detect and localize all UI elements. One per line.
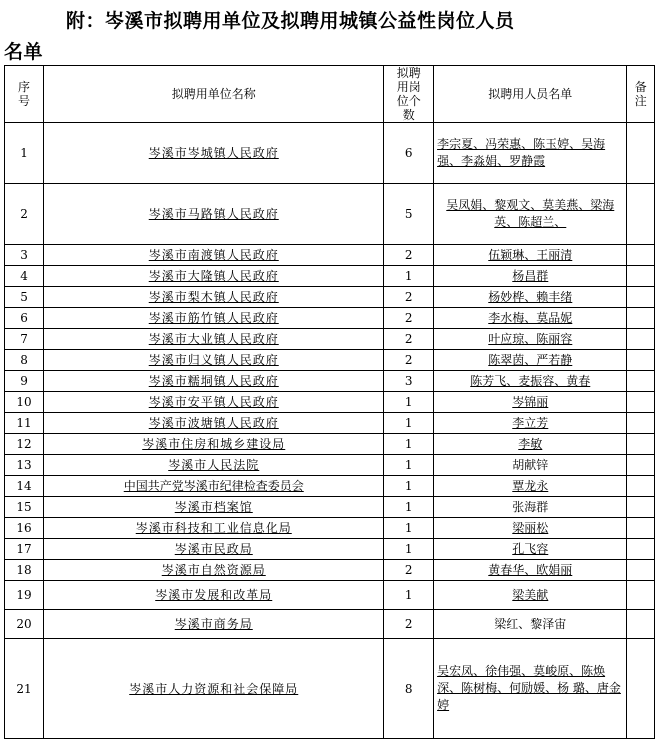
row-no: 11: [5, 413, 44, 434]
row-names: 梁红、黎泽宙: [434, 610, 627, 639]
header-no: 序号: [5, 66, 44, 123]
table-row: [5, 581, 655, 610]
row-count: 1: [384, 581, 434, 610]
table-row: [5, 123, 655, 184]
table-row: [5, 539, 655, 560]
row-names: 吴凤娟、黎观文、莫美燕、梁海英、陈超兰、: [434, 184, 627, 245]
row-unit: 岑溪市档案馆: [44, 497, 384, 518]
row-note: [627, 266, 655, 287]
row-note: [627, 434, 655, 455]
table-row: [5, 329, 655, 350]
row-names: 李敏: [434, 434, 627, 455]
row-unit: 岑溪市自然资源局: [44, 560, 384, 581]
row-count: 1: [384, 476, 434, 497]
row-unit: 岑溪市商务局: [44, 610, 384, 639]
row-count: 1: [384, 518, 434, 539]
row-unit: 岑溪市岑城镇人民政府: [44, 123, 384, 184]
row-count: 2: [384, 560, 434, 581]
row-no: 10: [5, 392, 44, 413]
row-unit: 岑溪市科技和工业信息化局: [44, 518, 384, 539]
row-unit: 中国共产党岑溪市纪律检查委员会: [44, 476, 384, 497]
row-names: 杨妙桦、赖丰绪: [434, 287, 627, 308]
row-unit: 岑溪市人民法院: [44, 455, 384, 476]
row-note: [627, 610, 655, 639]
row-no: 14: [5, 476, 44, 497]
row-count: 5: [384, 184, 434, 245]
header-count: 拟聘用岗位个数: [384, 66, 434, 123]
row-no: 12: [5, 434, 44, 455]
row-count: 2: [384, 610, 434, 639]
title-line-1: 附：岑溪市拟聘用单位及拟聘用城镇公益性岗位人员: [66, 10, 515, 32]
header-note: 备注: [627, 66, 655, 123]
row-names: 胡献锌: [434, 455, 627, 476]
table-row: [5, 350, 655, 371]
row-note: [627, 497, 655, 518]
row-note: [627, 308, 655, 329]
row-note: [627, 581, 655, 610]
row-unit: 岑溪市民政局: [44, 539, 384, 560]
title-line-2: 名单: [4, 41, 44, 63]
row-names: 李宗夏、冯荣惠、陈玉婷、吴海强、李淼娟、罗静霞: [434, 123, 627, 184]
row-names: 陈芳飞、麦振容、黄春: [434, 371, 627, 392]
row-no: 5: [5, 287, 44, 308]
row-note: [627, 245, 655, 266]
row-count: 1: [384, 434, 434, 455]
table-row: [5, 610, 655, 639]
row-note: [627, 455, 655, 476]
row-note: [627, 392, 655, 413]
header-names: 拟聘用人员名单: [434, 66, 627, 123]
row-no: 8: [5, 350, 44, 371]
row-count: 6: [384, 123, 434, 184]
row-names: 吴宏凤、徐伟强、莫峻原、陈焕深、陈树梅、何励媛、杨 璐、唐金婷: [434, 639, 627, 739]
row-count: 1: [384, 455, 434, 476]
row-names: 梁丽松: [434, 518, 627, 539]
row-unit: 岑溪市人力资源和社会保障局: [44, 639, 384, 739]
table-row: [5, 184, 655, 245]
row-count: 1: [384, 539, 434, 560]
row-names: 黄春华、欧娟丽: [434, 560, 627, 581]
row-unit: 岑溪市波塘镇人民政府: [44, 413, 384, 434]
row-no: 15: [5, 497, 44, 518]
row-no: 20: [5, 610, 44, 639]
row-count: 3: [384, 371, 434, 392]
row-count: 2: [384, 245, 434, 266]
row-note: [627, 371, 655, 392]
row-no: 6: [5, 308, 44, 329]
row-no: 16: [5, 518, 44, 539]
row-no: 13: [5, 455, 44, 476]
row-count: 8: [384, 639, 434, 739]
row-unit: 岑溪市大业镇人民政府: [44, 329, 384, 350]
row-count: 2: [384, 287, 434, 308]
table-row: [5, 413, 655, 434]
table-row: [5, 287, 655, 308]
row-names: 覃龙永: [434, 476, 627, 497]
row-names: 陈翠茵、严若静: [434, 350, 627, 371]
row-no: 18: [5, 560, 44, 581]
row-note: [627, 350, 655, 371]
row-names: 李立芳: [434, 413, 627, 434]
row-no: 3: [5, 245, 44, 266]
row-unit: 岑溪市梨木镇人民政府: [44, 287, 384, 308]
row-note: [627, 476, 655, 497]
row-note: [627, 123, 655, 184]
row-no: 21: [5, 639, 44, 739]
table-row: [5, 497, 655, 518]
row-count: 1: [384, 497, 434, 518]
row-unit: 岑溪市筋竹镇人民政府: [44, 308, 384, 329]
table-header-row: [5, 66, 655, 123]
row-unit: 岑溪市大隆镇人民政府: [44, 266, 384, 287]
row-count: 1: [384, 266, 434, 287]
table-row: [5, 560, 655, 581]
table-row: [5, 266, 655, 287]
document-title: [0, 4, 661, 64]
table-row: [5, 245, 655, 266]
table-row: [5, 308, 655, 329]
row-note: [627, 184, 655, 245]
table-row: [5, 518, 655, 539]
row-note: [627, 287, 655, 308]
row-count: 2: [384, 329, 434, 350]
row-note: [627, 329, 655, 350]
row-unit: 岑溪市糯垌镇人民政府: [44, 371, 384, 392]
row-count: 2: [384, 308, 434, 329]
row-note: [627, 539, 655, 560]
row-unit: 岑溪市南渡镇人民政府: [44, 245, 384, 266]
row-names: 梁美献: [434, 581, 627, 610]
row-no: 9: [5, 371, 44, 392]
table-row: [5, 434, 655, 455]
row-count: 2: [384, 350, 434, 371]
row-no: 1: [5, 123, 44, 184]
row-no: 4: [5, 266, 44, 287]
row-unit: 岑溪市发展和改革局: [44, 581, 384, 610]
row-names: 李水梅、莫品妮: [434, 308, 627, 329]
row-no: 17: [5, 539, 44, 560]
row-count: 1: [384, 392, 434, 413]
row-names: 叶应琼、陈丽容: [434, 329, 627, 350]
row-names: 杨昌群: [434, 266, 627, 287]
row-note: [627, 639, 655, 739]
row-note: [627, 413, 655, 434]
row-names: 伍颖琳、王丽清: [434, 245, 627, 266]
table-row: [5, 455, 655, 476]
row-no: 19: [5, 581, 44, 610]
table-row: [5, 639, 655, 739]
row-note: [627, 560, 655, 581]
row-note: [627, 518, 655, 539]
row-count: 1: [384, 413, 434, 434]
table-row: [5, 476, 655, 497]
row-unit: 岑溪市归义镇人民政府: [44, 350, 384, 371]
personnel-table: [4, 65, 655, 739]
header-unit: 拟聘用单位名称: [44, 66, 384, 123]
row-unit: 岑溪市马路镇人民政府: [44, 184, 384, 245]
row-unit: 岑溪市住房和城乡建设局: [44, 434, 384, 455]
row-no: 7: [5, 329, 44, 350]
row-names: 孔飞容: [434, 539, 627, 560]
row-unit: 岑溪市安平镇人民政府: [44, 392, 384, 413]
row-no: 2: [5, 184, 44, 245]
table-row: [5, 392, 655, 413]
table-row: [5, 371, 655, 392]
row-names: 岑锦丽: [434, 392, 627, 413]
row-names: 张海群: [434, 497, 627, 518]
